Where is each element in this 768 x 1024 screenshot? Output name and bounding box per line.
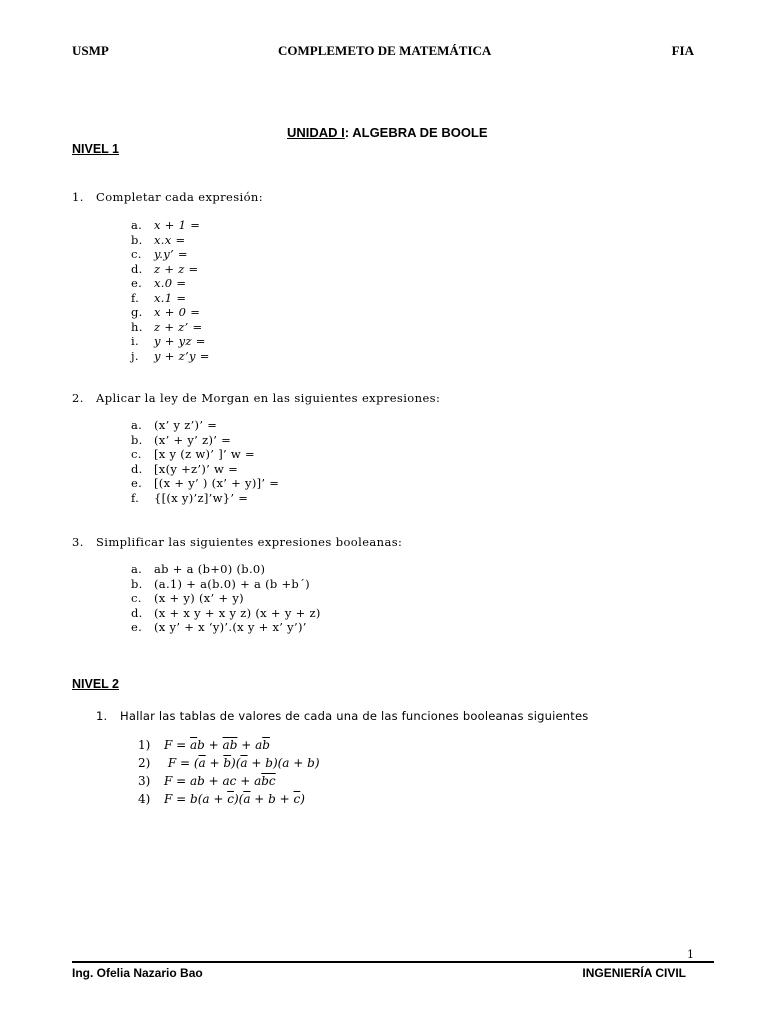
q3-item-letter: d. (131, 605, 143, 620)
q2-item-expression: (x’ y z’)’ = (154, 418, 218, 432)
page-number: 1 (687, 948, 694, 961)
q3-item (131, 562, 265, 576)
q1-item-letter: b. (131, 232, 143, 247)
q1-item-letter: c. (131, 247, 142, 261)
q3-item-letter: a. (131, 562, 143, 576)
q2-item (131, 418, 217, 432)
q3-item-letter: b. (131, 576, 143, 591)
q2-item-letter: d. (131, 461, 143, 476)
q1-item (131, 305, 200, 319)
q3-item-letter: c. (131, 591, 142, 605)
footer-right: INGENIERÍA CIVIL (582, 966, 686, 980)
function-3 (138, 774, 276, 788)
function-4-number: 4) (138, 792, 151, 806)
q1-number: 1. (72, 190, 84, 204)
q1-item-letter: g. (131, 305, 143, 319)
q3-item-expression: (x y’ + x ‘y)’.(x y + x’ y’)’ (154, 620, 307, 634)
q3-item (131, 591, 244, 605)
header-left: USMP (72, 43, 109, 58)
q2-item (131, 476, 279, 490)
q1-item-expression: x.1 = (154, 290, 187, 305)
q1-item-expression: z + z’ = (154, 319, 203, 334)
q1-item (131, 320, 202, 334)
q1-item-letter: d. (131, 261, 143, 276)
function-2-expression: $F = (\overline{a} + \overline{b})(\overline{a} + b)(a + b)$ (164, 756, 320, 770)
header-center: COMPLEMETO DE MATEMÁTICA (278, 43, 492, 58)
q1-item (131, 218, 200, 232)
q2-item-letter: b. (131, 432, 143, 447)
q1-item-letter: i. (131, 334, 139, 348)
q2-item (131, 447, 255, 461)
q2-item (131, 491, 248, 505)
q2-item-expression: [x(y +z’)’ w = (154, 461, 239, 476)
function-2 (138, 756, 320, 770)
q2-item-expression: [(x + y’ ) (x’ + y)]’ = (154, 476, 280, 490)
q1-item-letter: a. (131, 218, 143, 232)
q2-item (131, 462, 238, 476)
function-3-number: 3) (138, 774, 151, 788)
q2-item (131, 433, 231, 447)
q1-item (131, 233, 185, 247)
q1-item-letter: h. (131, 319, 143, 334)
q2-item-expression: {[(x y)’z]’w}’ = (154, 490, 249, 505)
q3-item (131, 620, 307, 634)
q2-number: 2. (72, 391, 84, 405)
function-1-expression: $F = \overline{a}b + \overline{a}\overline{b} + a\overline{b}$ (164, 738, 270, 752)
q1-text: Completar cada expresión: (96, 190, 264, 204)
q2-item-letter: f. (131, 490, 140, 505)
q3-item-expression: (x + x y + x y z) (x + y + z) (154, 605, 321, 620)
q1-item-letter: f. (131, 290, 140, 305)
q1-item-letter: e. (131, 276, 143, 290)
function-2-number: 2) (138, 756, 151, 770)
function-1-number: 1) (138, 738, 151, 752)
q2-item-expression: (x’ + y’ z)’ = (154, 432, 232, 447)
unit-title-suffix: : ALGEBRA DE BOOLE (344, 125, 488, 140)
unit-title (287, 125, 488, 140)
q1-item-expression: y.y’ = (154, 247, 188, 261)
q1-item (131, 349, 210, 363)
q1-item-expression: x.x = (154, 232, 186, 247)
q2-item-letter: a. (131, 418, 143, 432)
q2-text: Aplicar la ley de Morgan en las siguientes expresiones: (96, 391, 441, 405)
q1-item-expression: y + z’y = (154, 348, 210, 363)
q3-number: 3. (72, 535, 84, 549)
q2-item-expression: [x y (z w)’ ]’ w = (154, 447, 255, 461)
function-4-expression: $F = b(a + \overline{c})(\overline{a} + b + \overline{c})$ (164, 792, 305, 806)
footer-left: Ing. Ofelia Nazario Bao (72, 966, 203, 980)
function-4 (138, 792, 305, 806)
q3-text: Simplificar las siguientes expresiones booleanas: (96, 535, 403, 549)
q3-item-expression: (x + y) (x’ + y) (154, 591, 244, 605)
function-1 (138, 738, 270, 752)
nivel2-label: NIVEL 2 (72, 677, 120, 691)
q1-item-expression: x + 1 = (154, 218, 201, 232)
q3-item-letter: e. (131, 620, 143, 634)
q1-item-letter: j. (131, 348, 139, 363)
q1-item-expression: y + yz = (154, 334, 206, 348)
q1-item (131, 276, 186, 290)
q2-item-letter: e. (131, 476, 143, 490)
q1-item-expression: x.0 = (154, 276, 187, 290)
unit-title-prefix: UNIDAD I (287, 125, 345, 140)
nivel1-label: NIVEL 1 (72, 142, 120, 156)
q3-prompt (72, 535, 402, 549)
q3-item-expression: ab + a (b+0) (b.0) (154, 562, 266, 576)
n2q1-prompt (96, 709, 588, 723)
q3-item (131, 577, 310, 591)
q1-item (131, 247, 188, 261)
q2-prompt (72, 391, 440, 405)
q1-prompt (72, 190, 263, 204)
n2q1-number: 1. (96, 709, 108, 723)
q2-item-letter: c. (131, 447, 142, 461)
q1-item-expression: x + 0 = (154, 305, 201, 319)
function-3-expression: F = ab + ac + $a\overline{bc}$ (164, 774, 276, 788)
q3-item-expression: (a.1) + a(b.0) + a (b +b´) (154, 576, 310, 591)
header-right: FIA (671, 43, 694, 58)
q1-item (131, 334, 206, 348)
q1-item-expression: z + z = (154, 261, 199, 276)
footer-rule (72, 961, 714, 963)
n2q1-text: Hallar las tablas de valores de cada una de las funciones booleanas siguientes (120, 709, 589, 723)
q1-item (131, 262, 198, 276)
q1-item (131, 291, 186, 305)
q3-item (131, 606, 321, 620)
